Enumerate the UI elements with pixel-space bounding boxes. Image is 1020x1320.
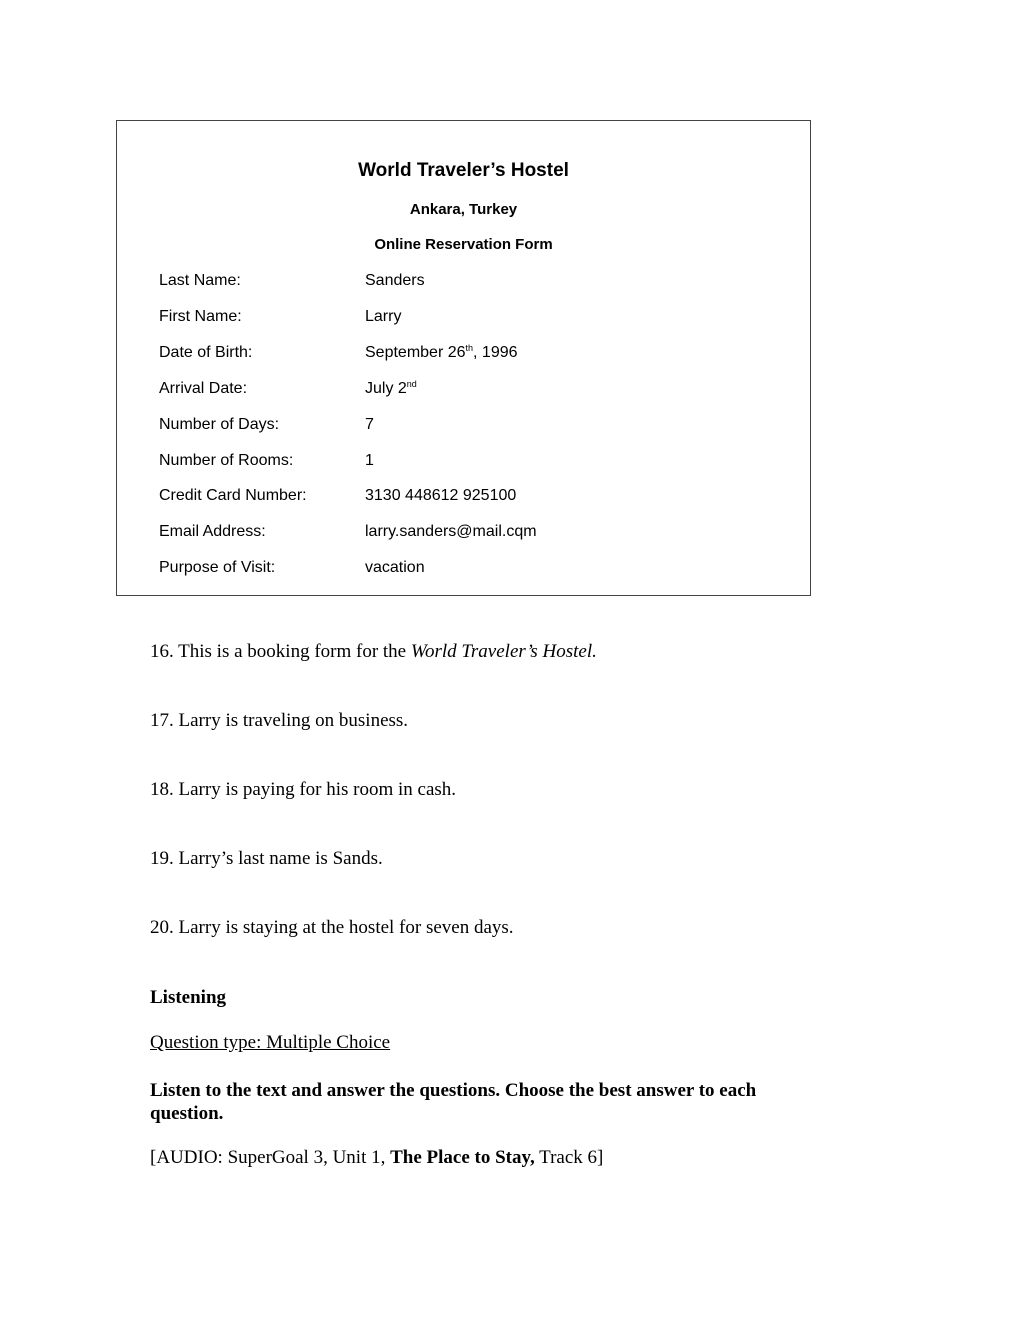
field-value: Larry [365, 308, 402, 325]
arrival-sup: nd [406, 379, 417, 389]
field-value [365, 379, 417, 399]
form-subtitle: Online Reservation Form [374, 236, 553, 253]
field-label: Date of Birth: [159, 344, 253, 361]
question-19: 19. Larry’s last name is Sands. [150, 848, 383, 869]
dob-main: September 26 [365, 344, 466, 361]
audio-prefix: [AUDIO: SuperGoal 3, Unit 1, [150, 1147, 391, 1168]
field-label: Credit Card Number: [159, 487, 307, 504]
field-value: larry.sanders@mail.cqm [365, 523, 537, 540]
question-text: 16. This is a booking form for the [150, 641, 411, 662]
question-italic: World Traveler’s Hostel. [410, 641, 597, 662]
audio-suffix: Track 6] [534, 1147, 604, 1168]
audio-reference [150, 1147, 603, 1169]
question-20: 20. Larry is staying at the hostel for seven days. [150, 917, 514, 938]
arrival-main: July 2 [365, 380, 407, 397]
audio-title: The Place to Stay, [390, 1147, 535, 1168]
field-label: Purpose of Visit: [159, 559, 276, 576]
field-label: Arrival Date: [159, 380, 248, 397]
field-label: Email Address: [159, 523, 266, 540]
question-17: 17. Larry is traveling on business. [150, 710, 409, 731]
form-title: World Traveler’s Hostel [358, 160, 569, 181]
field-value: Sanders [365, 272, 425, 289]
field-label: Number of Days: [159, 416, 280, 433]
question-type: Question type: Multiple Choice [150, 1032, 391, 1053]
dob-sup: th [465, 343, 474, 353]
form-location: Ankara, Turkey [409, 201, 518, 218]
field-value: vacation [365, 559, 425, 576]
dob-suffix: , 1996 [473, 344, 518, 361]
field-value: 1 [365, 452, 374, 469]
field-value [365, 343, 518, 363]
field-value: 7 [365, 416, 374, 433]
field-label: Number of Rooms: [159, 452, 294, 469]
listening-heading: Listening [150, 987, 227, 1008]
listening-instruction: Listen to the text and answer the questions. Choose the best answer to each question. [150, 1080, 757, 1124]
field-label: Last Name: [159, 272, 241, 289]
question-16 [150, 641, 597, 663]
field-value: 3130 448612 925100 [365, 487, 517, 504]
field-label: First Name: [159, 308, 242, 325]
question-18: 18. Larry is paying for his room in cash. [150, 779, 457, 800]
